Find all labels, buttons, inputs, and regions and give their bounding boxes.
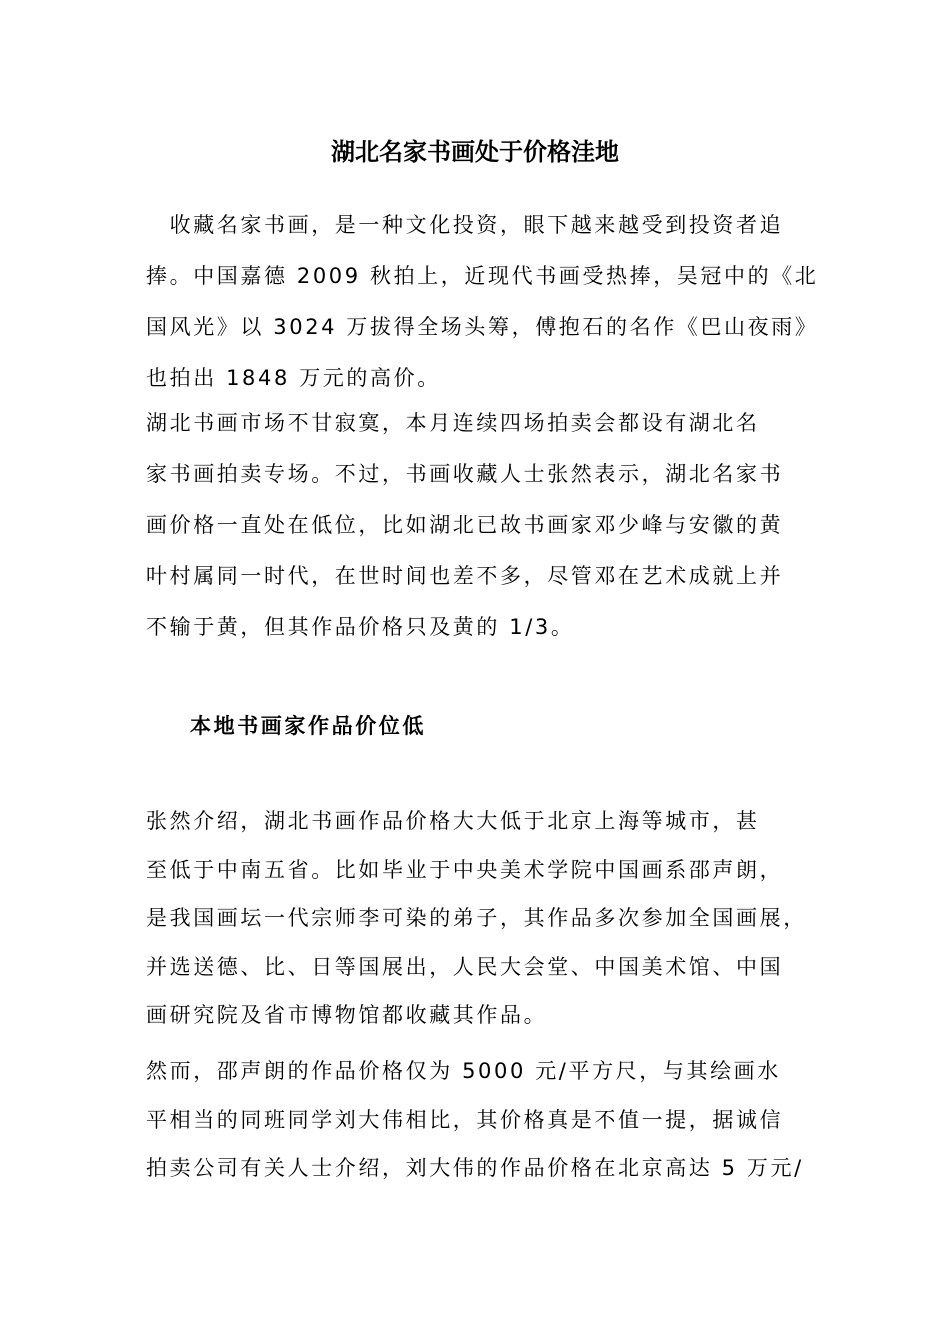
paragraph-line: 并选送德、比、日等国展出，人民大会堂、中国美术馆、中国 [146,954,784,979]
paragraph-line: 平相当的同班同学刘大伟相比，其价格真是不值一提，据诚信 [146,1107,784,1132]
paragraph-intro [146,200,826,404]
paragraph-line: 家书画拍卖专场。不过，书画收藏人士张然表示，湖北名家书 [146,462,784,486]
paragraph-line: 也拍出 1848 万元的高价。 [146,366,441,390]
paragraph-line: 画价格一直处在低位，比如湖北已故书画家邓少峰与安徽的黄 [146,513,784,537]
paragraph-line: 至低于中南五省。比如毕业于中央美术学院中国画系邵声朗， [146,857,784,882]
paragraph-shao-price [146,1047,826,1193]
paragraph-line: 然而，邵声朗的作品价格仅为 5000 元/平方尺，与其绘画水 [146,1059,781,1083]
section-heading: 本地书画家作品价位低 [190,714,426,738]
paragraph-line: 收藏名家书画，是一种文化投资，眼下越来越受到投资者追 [146,213,784,237]
paragraph-line: 拍卖公司有关人士介绍，刘大伟的作品价格在北京高达 5 万元/ [146,1156,804,1180]
paragraph-line: 不输于黄，但其作品价格只及黄的 1/3。 [146,615,575,639]
document-title: 湖北名家书画处于价格洼地 [331,138,619,166]
paragraph-line: 国风光》以 3024 万拔得全场头筹，傅抱石的名作《巴山夜雨》 [146,315,819,339]
paragraph-line: 湖北书画市场不甘寂寞，本月连续四场拍卖会都设有湖北名 [146,411,760,435]
paragraph-line: 捧。中国嘉德 2009 秋拍上，近现代书画受热捧，吴冠中的《北 [146,264,819,288]
paragraph-hubei-market [146,398,826,653]
paragraph-line: 画研究院及省市博物馆都收藏其作品。 [146,1003,548,1027]
paragraph-price-comparison [146,797,826,1040]
paragraph-line: 张然介绍，湖北书画作品价格大大低于北京上海等城市，甚 [146,809,760,833]
paragraph-line: 叶村属同一时代，在世时间也差不多，尽管邓在艺术成就上并 [146,564,784,588]
paragraph-line: 是我国画坛一代宗师李可染的弟子，其作品多次参加全国画展， [146,906,807,930]
